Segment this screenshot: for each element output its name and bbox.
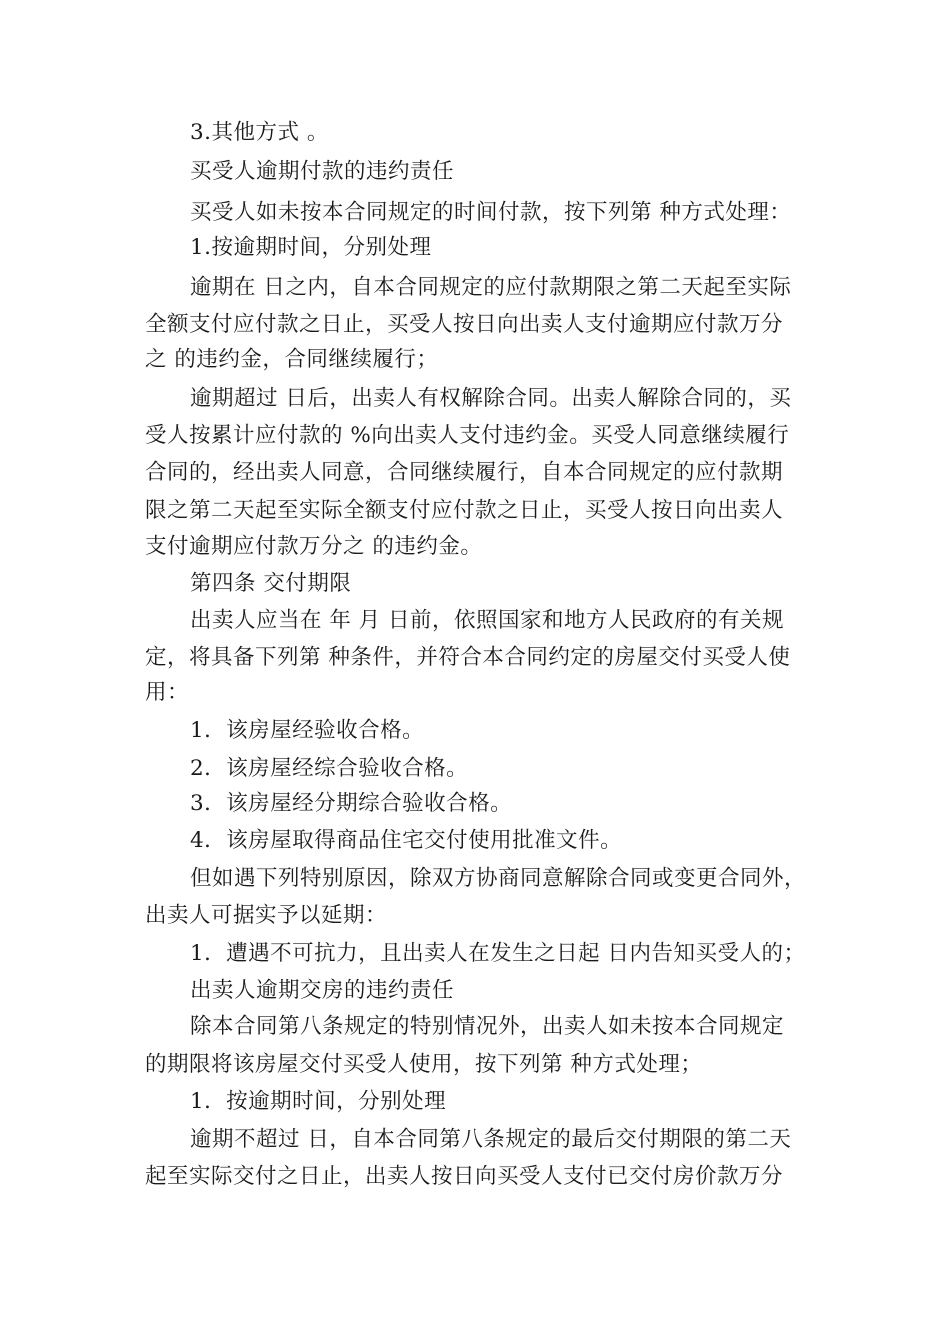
text-line: 除本合同第八条规定的特别情况外，出卖人如未按本合同规定 (190, 1014, 785, 1039)
list-item: 1．遭遇不可抗力，且出卖人在发生之日起 日内告知买受人的； (190, 941, 806, 966)
section-heading: 买受人逾期付款的违约责任 (190, 159, 455, 184)
text-line: 受人按累计应付款的 %向出卖人支付违约金。买受人同意继续履行 (145, 423, 790, 448)
text-line: 全额支付应付款之日止，买受人按日向出卖人支付逾期应付款万分 (145, 312, 784, 337)
text-line: 1.按逾期时间，分别处理 (190, 235, 432, 260)
text-line: 之 的违约金，合同继续履行； (145, 347, 439, 372)
list-item: 1．该房屋经验收合格。 (190, 718, 425, 743)
text-line: 买受人如未按本合同规定的时间付款，按下列第 种方式处理： (190, 200, 792, 225)
list-item: 2．该房屋经综合验收合格。 (190, 756, 469, 781)
list-item: 1．按逾期时间，分别处理 (190, 1089, 447, 1114)
section-heading: 第四条 交付期限 (190, 571, 352, 596)
text-line: 合同的，经出卖人同意，合同继续履行，自本合同规定的应付款期 (145, 460, 784, 485)
text-line: 出卖人可据实予以延期： (145, 903, 388, 928)
text-line: 定，将具备下列第 种条件，并符合本合同约定的房屋交付买受人使 (145, 645, 791, 670)
text-line: 支付逾期应付款万分之 的违约金。 (145, 534, 483, 559)
text-line: 逾期在 日之内，自本合同规定的应付款期限之第二天起至实际 (190, 275, 792, 300)
text-line: 限之第二天起至实际全额支付应付款之日止，买受人按日向出卖人 (145, 498, 784, 523)
list-item: 4．该房屋取得商品住宅交付使用批准文件。 (190, 828, 623, 853)
text-line: 起至实际交付之日止，出卖人按日向买受人支付已交付房价款万分 (145, 1164, 784, 1189)
list-item: 3．该房屋经分期综合验收合格。 (190, 791, 513, 816)
section-heading: 出卖人逾期交房的违约责任 (190, 978, 455, 1003)
text-line: 逾期不超过 日，自本合同第八条规定的最后交付期限的第二天 (190, 1127, 792, 1152)
text-line: 3.其他方式 。 (190, 120, 329, 145)
text-line: 出卖人应当在 年 月 日前，依照国家和地方人民政府的有关规 (190, 608, 785, 633)
text-line: 逾期超过 日后，出卖人有权解除合同。出卖人解除合同的，买 (190, 386, 792, 411)
text-line: 但如遇下列特别原因，除双方协商同意解除合同或变更合同外， (190, 866, 807, 891)
text-line: 用： (145, 680, 190, 705)
text-line: 的期限将该房屋交付买受人使用，按下列第 种方式处理； (145, 1052, 703, 1077)
